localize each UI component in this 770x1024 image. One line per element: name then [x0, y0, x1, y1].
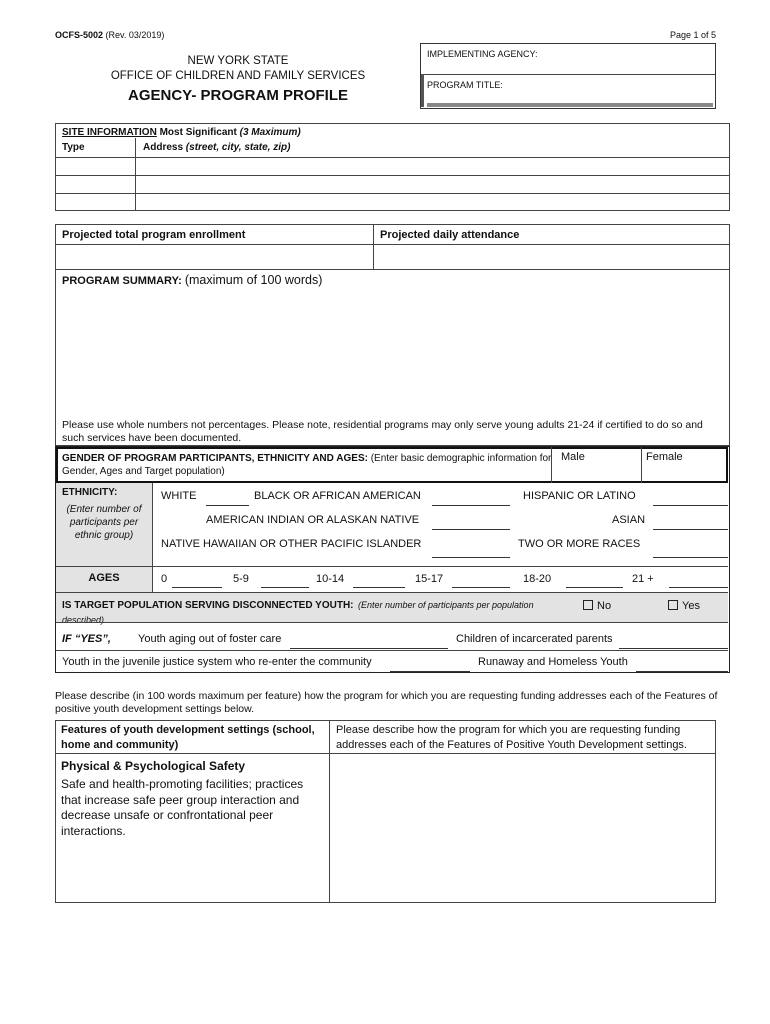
agency-box: [420, 43, 716, 109]
features-col2-header: Please describe how the program for which you are requesting funding addresses each of the Features of Positive Youth Development settings.: [336, 724, 687, 751]
runaway-input[interactable]: [636, 671, 728, 672]
pacific-label: NATIVE HAWAIIAN OR OTHER PACIFIC ISLANDER: [161, 538, 422, 550]
enrollment-summary-box: [55, 224, 730, 446]
site-max: (3 Maximum): [239, 127, 301, 138]
form-rev: (Rev. 03/2019): [105, 30, 165, 40]
gender-heading-text: [62, 452, 552, 478]
implementing-agency-label: IMPLEMENTING AGENCY:: [427, 49, 538, 59]
demographics-block: [55, 446, 730, 673]
age-group-10-14: 10-14: [316, 573, 345, 585]
hispanic-input[interactable]: [653, 505, 728, 506]
page-title: AGENCY- PROGRAM PROFILE: [127, 87, 348, 104]
page-number: Page 1 of 5: [670, 30, 717, 40]
pacific-input[interactable]: [432, 557, 510, 558]
foster-input[interactable]: [290, 648, 448, 649]
runaway-label: Runaway and Homeless Youth: [478, 656, 628, 668]
projected-attendance-label: Projected daily attendance: [380, 229, 520, 241]
incarcerated-input[interactable]: [619, 648, 728, 649]
age-0-input[interactable]: [172, 587, 222, 588]
black-label: BLACK OR AFRICAN AMERICAN: [254, 490, 421, 502]
projected-enrollment-label: Projected total program enrollment: [62, 229, 246, 241]
type-header: Type: [62, 142, 85, 153]
age-21-plus-input[interactable]: [669, 587, 728, 588]
age-18-20-input[interactable]: [566, 587, 623, 588]
form-id: OCFS-5002: [55, 30, 104, 40]
safety-feature-title: Physical & Psychological Safety: [61, 759, 246, 773]
age-group-15-17: 15-17: [415, 573, 444, 585]
target-heading: IS TARGET POPULATION SERVING DISCONNECTED YOUTH:: [62, 600, 354, 611]
male-label: Male: [561, 451, 585, 463]
target-yes-label: Yes: [682, 600, 700, 612]
program-summary-heading: [62, 273, 322, 287]
age-group-18-20: 18-20: [523, 573, 552, 585]
target-no-checkbox[interactable]: [583, 600, 593, 610]
whole-numbers-note: Please use whole numbers not percentages. Please note, residential programs may only serve young adults 21-24 if certified to do so and such services have been documented.: [62, 419, 703, 444]
foster-label: Youth aging out of foster care: [138, 633, 282, 645]
age-group-0: 0: [161, 573, 168, 585]
target-hint: (Enter number of participants per population described): [62, 600, 534, 625]
two-more-input[interactable]: [653, 557, 728, 558]
site-info-label: SITE INFORMATION: [62, 127, 157, 138]
black-input[interactable]: [432, 505, 510, 506]
projected-attendance-input[interactable]: [378, 247, 723, 267]
address-label: Address: [143, 142, 184, 153]
state-name: NEW YORK STATE: [187, 55, 289, 67]
age-5-9-input[interactable]: [261, 587, 309, 588]
site-address-3[interactable]: [137, 195, 727, 210]
age-15-17-input[interactable]: [452, 587, 510, 588]
target-no-option[interactable]: [583, 600, 611, 612]
asian-input[interactable]: [653, 529, 728, 530]
program-summary-input[interactable]: [60, 291, 725, 411]
site-info-heading: [62, 127, 301, 138]
gender-heading-hint: (Enter basic demographic information for Gender, Ages and Target population): [62, 453, 552, 477]
features-table: [55, 720, 716, 903]
form-id-line: [55, 30, 164, 40]
site-info-table: [55, 123, 730, 211]
program-summary-label: PROGRAM SUMMARY:: [62, 275, 182, 287]
ages-label: AGES: [88, 572, 120, 584]
age-group-21-plus: 21 +: [632, 573, 654, 585]
gender-heading: GENDER OF PROGRAM PARTICIPANTS, ETHNICITY AND AGES:: [62, 453, 368, 464]
hispanic-label: HISPANIC OR LATINO: [523, 490, 636, 502]
safety-feature-text: Safe and health-promoting facilities; practices that increase safe peer group interaction and decrease unsafe or confrontational peer interactions.: [61, 777, 304, 838]
two-more-label: TWO OR MORE RACES: [518, 538, 641, 550]
address-hint: (street, city, state, zip): [185, 142, 291, 153]
projected-enrollment-input[interactable]: [60, 247, 368, 267]
site-address-1[interactable]: [137, 159, 727, 174]
target-yes-checkbox[interactable]: [668, 600, 678, 610]
ethnicity-hint: (Enter number of participants per ethnic group): [66, 504, 142, 541]
program-summary-hint: (maximum of 100 words): [184, 273, 323, 287]
age-group-5-9: 5-9: [233, 573, 249, 585]
if-yes-label: IF “YES”,: [62, 633, 111, 645]
ethnicity-label: ETHNICITY:: [62, 487, 118, 498]
white-label: WHITE: [161, 490, 197, 502]
female-label: Female: [646, 451, 683, 463]
native-american-input[interactable]: [432, 529, 510, 530]
features-col1-header: Features of youth development settings (school, home and community): [61, 724, 315, 751]
incarcerated-label: Children of incarcerated parents: [456, 633, 613, 645]
target-yes-option[interactable]: [668, 600, 700, 612]
site-address-2[interactable]: [137, 177, 727, 192]
juvenile-label: Youth in the juvenile justice system who re-enter the community: [62, 656, 372, 668]
most-significant: Most Significant: [159, 127, 237, 138]
address-header: [143, 142, 290, 153]
juvenile-input[interactable]: [390, 671, 470, 672]
features-intro: Please describe (in 100 words maximum per feature) how the program for which you are requesting funding addresses each of the Features of positive youth development settings below.: [55, 690, 718, 715]
asian-label: ASIAN: [612, 514, 646, 526]
native-american-label: AMERICAN INDIAN OR ALASKAN NATIVE: [206, 514, 420, 526]
target-no-label: No: [597, 600, 612, 612]
white-input[interactable]: [206, 505, 249, 506]
age-10-14-input[interactable]: [353, 587, 405, 588]
office-name: OFFICE OF CHILDREN AND FAMILY SERVICES: [110, 70, 366, 82]
program-title-label: PROGRAM TITLE:: [427, 80, 503, 90]
safety-feature-response[interactable]: [334, 757, 712, 899]
